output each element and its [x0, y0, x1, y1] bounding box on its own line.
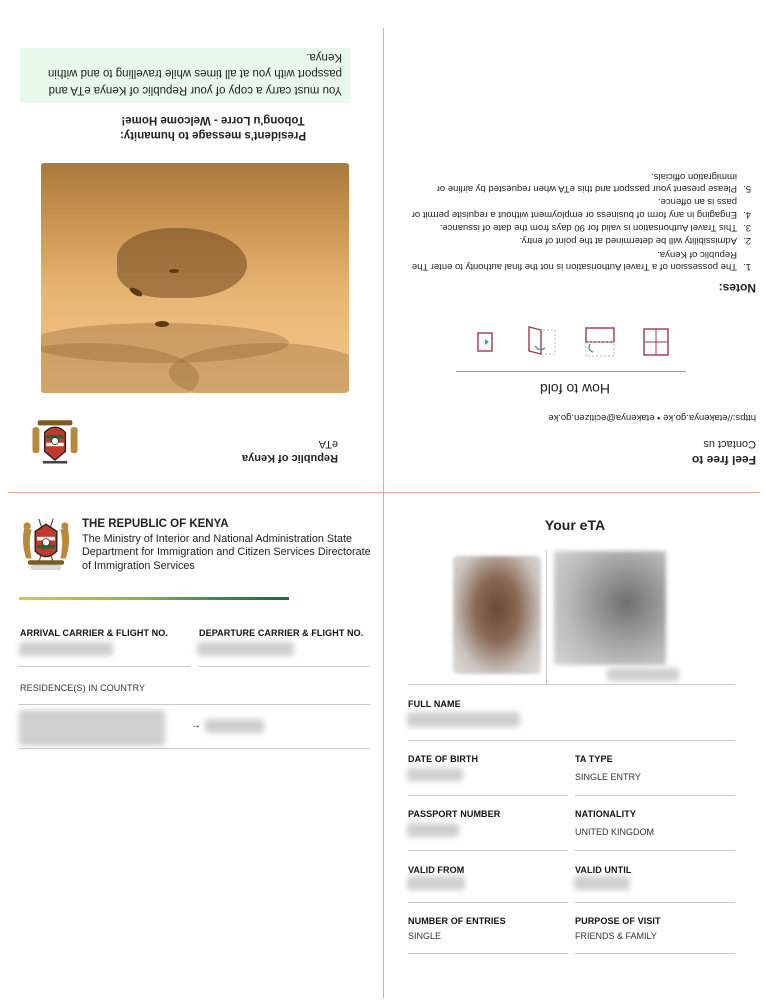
passport-photo-redacted: [554, 551, 666, 665]
full-name-underline: [408, 740, 735, 741]
residence-value-redacted: [19, 710, 165, 746]
full-name-value-redacted: [407, 712, 520, 727]
fold-step-3-icon: [525, 325, 559, 361]
residence-top-line: [19, 704, 370, 705]
full-name-label: FULL NAME: [408, 699, 461, 709]
passport-number-label: PASSPORT NUMBER: [408, 809, 501, 819]
valid-until-underline: [575, 902, 735, 903]
entries-label: NUMBER OF ENTRIES: [408, 916, 506, 926]
arrow-icon: →: [191, 720, 201, 731]
residence-label: RESIDENCE(S) IN COUNTRY: [20, 683, 146, 693]
applicant-photo: [453, 556, 541, 674]
how-to-fold-heading: How to fold: [539, 381, 611, 397]
purpose-label: PURPOSE OF VISIT: [575, 916, 661, 926]
passport-number-redacted: [407, 823, 459, 837]
dob-value-redacted: [407, 768, 463, 781]
note-item: 2. Admissibility will be determined at the point of entry.: [519, 235, 751, 247]
note-item: 4. Engaging in any form of business or employment without a requisite permit or pass is an offence.: [411, 196, 751, 220]
departure-label: DEPARTURE CARRIER & FLIGHT NO.: [199, 628, 364, 638]
doc-type: eTA: [318, 438, 338, 450]
purpose-underline: [575, 953, 735, 954]
notes-list: [406, 168, 751, 272]
contact-us: Contact us: [703, 438, 756, 450]
photo-caption-redacted: [607, 668, 679, 681]
notes-heading: Notes:: [718, 281, 756, 295]
nationality-label: NATIONALITY: [575, 809, 636, 819]
valid-until-label: VALID UNTIL: [575, 865, 632, 875]
fold-divider: [456, 371, 686, 372]
ta-type-label: TA TYPE: [575, 754, 613, 764]
eta-title: Your eTA: [544, 517, 606, 533]
residence-dest-redacted: [205, 719, 264, 733]
cover-panel: [0, 0, 383, 492]
departure-underline: [199, 666, 370, 667]
feel-free-heading: Feel free to: [691, 453, 756, 467]
residence-underline: [19, 748, 370, 749]
nationality-underline: [575, 850, 735, 851]
entries-underline: [408, 953, 568, 954]
issuer-description: The Ministry of Interior and National Administration State Department for Immigration and Citizen Services Directorate of Immigration Services: [82, 533, 371, 572]
photo-underline: [408, 684, 735, 685]
coat-of-arms-icon: [29, 415, 81, 467]
president-message-body: You must carry a copy of your Republic of Kenya eTA and passport with you at all times while travelling to and within Kenya.: [20, 48, 350, 103]
issuer-header: [82, 518, 372, 573]
dob-underline: [408, 795, 568, 796]
valid-from-underline: [408, 902, 568, 903]
fold-step-1-icon: [640, 325, 674, 361]
coat-of-arms-icon: [19, 515, 73, 573]
valid-from-label: VALID FROM: [408, 865, 465, 875]
fold-line-horizontal: [8, 492, 760, 493]
safari-illustration: [41, 163, 349, 393]
valid-until-redacted: [574, 876, 630, 890]
info-panel: [384, 0, 766, 492]
photo-divider: [546, 550, 547, 684]
ta-type-value: SINGLE ENTRY: [575, 772, 641, 782]
note-item: 1. The possession of a Travel Authorisation is not the final authority to enter The Republic of Kenya.: [411, 248, 751, 272]
country-name: Republic of Kenya: [242, 452, 338, 464]
purpose-value: FRIENDS & FAMILY: [575, 931, 657, 941]
arrival-label: ARRIVAL CARRIER & FLIGHT NO.: [20, 628, 168, 638]
arrival-value-redacted: [19, 642, 113, 656]
passport-underline: [408, 850, 568, 851]
arrival-underline: [19, 666, 190, 667]
nationality-value: UNITED KINGDOM: [575, 827, 655, 837]
fold-step-2-icon: [583, 325, 617, 361]
president-message-title: President's message to humanity:: [119, 129, 307, 141]
flag-color-bar: [19, 597, 289, 600]
issuer-title: THE REPUBLIC OF KENYA: [82, 518, 229, 530]
fold-steps: [456, 320, 686, 365]
ta-type-underline: [575, 795, 735, 796]
entries-value: SINGLE: [408, 931, 442, 941]
note-item: 5. Please present your passport and this eTA when requested by airline or immigration officials.: [436, 170, 751, 194]
departure-value-redacted: [197, 642, 294, 656]
valid-from-redacted: [407, 876, 465, 890]
contact-urls: https://etakenya.go.ke • etakenya@ecitizen.go.ke: [548, 412, 756, 423]
dob-label: DATE OF BIRTH: [408, 754, 479, 764]
note-item: 3. This Travel Authorisation is valid for 90 days from the date of issuance.: [439, 221, 751, 233]
president-message-subtitle: Tobong'u Lorre - Welcome Home!: [121, 114, 305, 126]
fold-step-4-icon: [468, 325, 502, 361]
